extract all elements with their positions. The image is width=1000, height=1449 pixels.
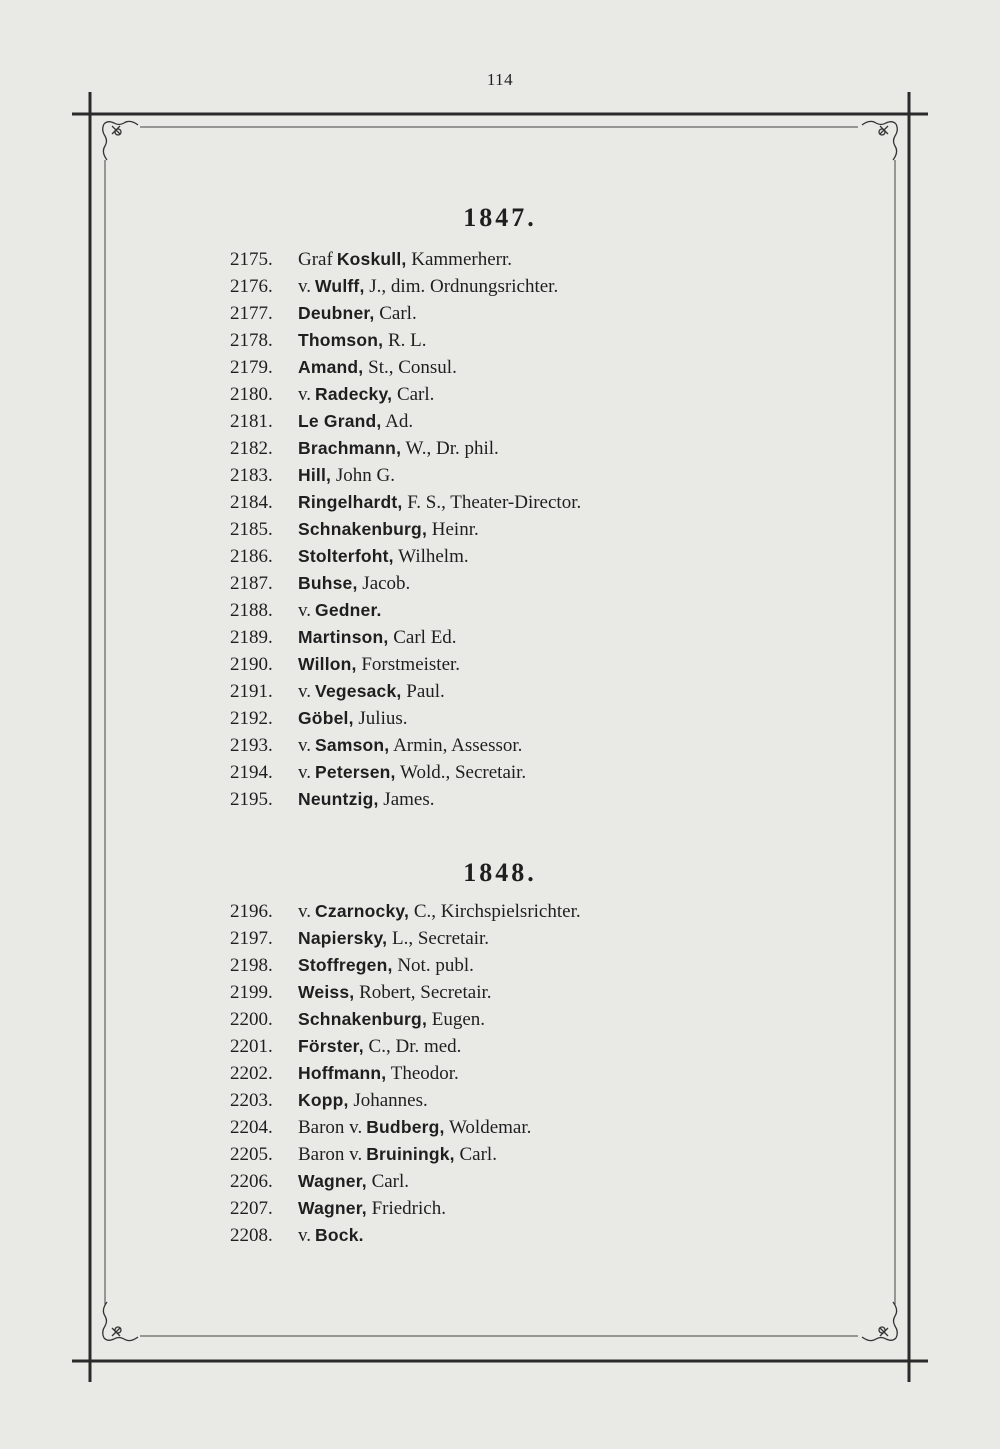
entry-surname: Neuntzig, [298, 789, 379, 809]
list-item [230, 979, 581, 1006]
entry-surname: Le Grand, [298, 411, 382, 431]
entry-details: James. [378, 789, 435, 810]
entry-number: 2185. [230, 519, 273, 540]
entry-details: Kammerherr. [406, 249, 512, 270]
entry-surname: Deubner, [298, 303, 375, 323]
entry-number: 2203. [230, 1090, 273, 1111]
list-item [230, 732, 581, 759]
entry-number: 2175. [230, 249, 273, 270]
entry-details: Carl. [392, 384, 435, 405]
entry-prefix: Baron v. [298, 1117, 363, 1138]
entry-surname: Budberg, [366, 1117, 445, 1137]
list-item [230, 651, 581, 678]
entry-details: Carl. [454, 1144, 497, 1165]
list-item [230, 1060, 581, 1087]
entry-surname: Kopp, [298, 1090, 349, 1110]
entry-details: St., Consul. [363, 357, 457, 378]
entry-list-1848 [230, 898, 581, 1249]
entry-details: W., Dr. phil. [401, 438, 499, 459]
entry-number: 2201. [230, 1036, 273, 1057]
list-item [230, 786, 581, 813]
entry-surname: Wagner, [298, 1171, 367, 1191]
entry-prefix: Graf [298, 249, 333, 270]
entry-prefix: v. [298, 735, 312, 756]
entry-number: 2200. [230, 1009, 273, 1030]
entry-surname: Ringelhardt, [298, 492, 403, 512]
list-item [230, 246, 581, 273]
entry-number: 2199. [230, 982, 273, 1003]
entry-surname: Wagner, [298, 1198, 367, 1218]
corner-ornament-top-right [862, 121, 897, 160]
entry-prefix: v. [298, 681, 312, 702]
entry-details: L., Secretair. [387, 928, 490, 949]
entry-surname: Göbel, [298, 708, 354, 728]
list-item [230, 705, 581, 732]
entry-surname: Schnakenburg, [298, 519, 428, 539]
list-item [230, 1114, 581, 1141]
list-item [230, 462, 581, 489]
list-item [230, 759, 581, 786]
entry-prefix: v. [298, 384, 312, 405]
entry-details: Theodor. [386, 1063, 459, 1084]
entry-number: 2180. [230, 384, 273, 405]
entry-number: 2208. [230, 1225, 273, 1246]
list-item [230, 570, 581, 597]
entry-details: Woldemar. [444, 1117, 532, 1138]
entry-surname: Willon, [298, 654, 357, 674]
entry-surname: Bock. [315, 1225, 364, 1245]
entry-surname: Vegesack, [315, 681, 402, 701]
entry-surname: Radecky, [315, 384, 393, 404]
entry-prefix: v. [298, 600, 312, 621]
list-item [230, 1006, 581, 1033]
entry-number: 2181. [230, 411, 273, 432]
entry-surname: Stolterfoht, [298, 546, 394, 566]
entry-details: C., Kirchspielsrichter. [409, 901, 581, 922]
entry-surname: Martinson, [298, 627, 389, 647]
entry-details: F. S., Theater-Director. [402, 492, 582, 513]
list-item [230, 300, 581, 327]
entry-number: 2205. [230, 1144, 273, 1165]
entry-number: 2202. [230, 1063, 273, 1084]
entry-number: 2198. [230, 955, 273, 976]
entry-surname: Hill, [298, 465, 332, 485]
entry-details: Johannes. [348, 1090, 428, 1111]
corner-ornament-bottom-right [862, 1302, 897, 1341]
entry-prefix: v. [298, 1225, 312, 1246]
entry-prefix: v. [298, 276, 312, 297]
entry-details: Wilhelm. [393, 546, 469, 567]
entry-details: Jacob. [357, 573, 411, 594]
entry-number: 2178. [230, 330, 273, 351]
entry-number: 2186. [230, 546, 273, 567]
list-item [230, 273, 581, 300]
entry-details: Forstmeister. [356, 654, 461, 675]
entry-number: 2204. [230, 1117, 273, 1138]
list-item [230, 327, 581, 354]
entry-prefix: v. [298, 762, 312, 783]
entry-details: Wold., Secretair. [395, 762, 527, 783]
entry-number: 2179. [230, 357, 273, 378]
entry-number: 2190. [230, 654, 273, 675]
list-item [230, 354, 581, 381]
entry-number: 2188. [230, 600, 273, 621]
entry-number: 2195. [230, 789, 273, 810]
entry-details: C., Dr. med. [363, 1036, 462, 1057]
entry-details: J., dim. Ordnungsrichter. [364, 276, 559, 297]
entry-surname: Thomson, [298, 330, 384, 350]
entry-surname: Czarnocky, [315, 901, 410, 921]
entry-number: 2183. [230, 465, 273, 486]
corner-ornament-top-left [103, 121, 138, 160]
entry-details: John G. [331, 465, 395, 486]
entry-number: 2191. [230, 681, 273, 702]
list-item [230, 381, 581, 408]
entry-list-1847 [230, 246, 581, 813]
entry-number: 2192. [230, 708, 273, 729]
entry-number: 2189. [230, 627, 273, 648]
corner-ornament-bottom-left [103, 1302, 138, 1341]
entry-surname: Hoffmann, [298, 1063, 387, 1083]
entry-surname: Samson, [315, 735, 390, 755]
list-item [230, 408, 581, 435]
entry-number: 2197. [230, 928, 273, 949]
entry-number: 2184. [230, 492, 273, 513]
entry-surname: Koskull, [336, 249, 407, 269]
list-item [230, 624, 581, 651]
list-item [230, 952, 581, 979]
entry-surname: Bruiningk, [366, 1144, 455, 1164]
entry-surname: Förster, [298, 1036, 364, 1056]
entry-number: 2182. [230, 438, 273, 459]
entry-surname: Amand, [298, 357, 364, 377]
list-item [230, 1222, 581, 1249]
list-item [230, 1195, 581, 1222]
list-item [230, 1087, 581, 1114]
entry-number: 2207. [230, 1198, 273, 1219]
entry-details: Eugen. [427, 1009, 486, 1030]
entry-surname: Buhse, [298, 573, 358, 593]
entry-details: Julius. [353, 708, 408, 729]
list-item [230, 489, 581, 516]
list-item [230, 925, 581, 952]
entry-surname: Wulff, [315, 276, 365, 296]
entry-details: Armin, Assessor. [389, 735, 523, 756]
entry-details: Not. publ. [392, 955, 474, 976]
list-item [230, 1033, 581, 1060]
entry-details: Friedrich. [366, 1198, 446, 1219]
entry-details: Carl Ed. [388, 627, 457, 648]
entry-prefix: Baron v. [298, 1144, 363, 1165]
year-heading-1847: 1847. [463, 203, 537, 232]
list-item [230, 435, 581, 462]
year-heading-1848: 1848. [463, 858, 537, 887]
list-item [230, 1168, 581, 1195]
entry-details: Ad. [381, 411, 414, 432]
entry-details: Carl. [366, 1171, 410, 1192]
entry-surname: Napiersky, [298, 928, 388, 948]
entry-number: 2176. [230, 276, 273, 297]
entry-prefix: v. [298, 901, 312, 922]
entry-details: Heinr. [427, 519, 479, 540]
entry-details: R. L. [383, 330, 427, 351]
list-item [230, 1141, 581, 1168]
list-item [230, 898, 581, 925]
page-number: 114 [486, 70, 514, 89]
entry-number: 2177. [230, 303, 273, 324]
entry-number: 2193. [230, 735, 273, 756]
entry-surname: Stoffregen, [298, 955, 393, 975]
list-item [230, 543, 581, 570]
list-item [230, 516, 581, 543]
entry-surname: Petersen, [315, 762, 396, 782]
entry-details: Carl. [374, 303, 417, 324]
entry-details: Paul. [401, 681, 445, 702]
list-item [230, 597, 581, 624]
entry-details: Robert, Secretair. [354, 982, 492, 1003]
entry-number: 2187. [230, 573, 273, 594]
entry-surname: Gedner. [315, 600, 382, 620]
entry-surname: Schnakenburg, [298, 1009, 428, 1029]
list-item [230, 678, 581, 705]
entry-surname: Weiss, [298, 982, 355, 1002]
entry-number: 2196. [230, 901, 273, 922]
entry-number: 2194. [230, 762, 273, 783]
entry-surname: Brachmann, [298, 438, 402, 458]
entry-number: 2206. [230, 1171, 273, 1192]
